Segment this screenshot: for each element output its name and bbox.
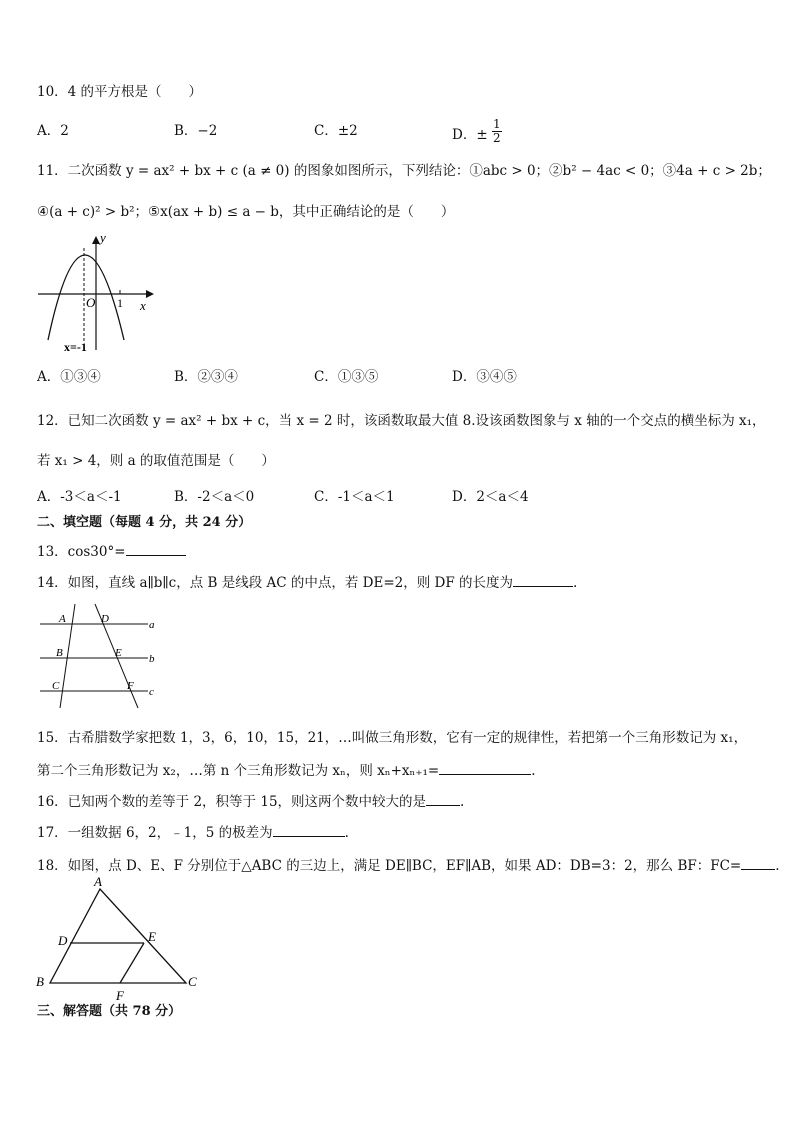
section3-heading: 三、解答题（共 78 分）: [37, 1004, 182, 1019]
q15-text: 第二个三角形数记为 x₂，…第 n 个三角形数记为 xₙ，则 xₙ+xₙ₊₁=: [37, 763, 440, 779]
q18-line: [37, 855, 780, 875]
q10-option-c: C．±2: [314, 123, 358, 139]
label-F: F: [127, 680, 134, 692]
q11-option-d: D．③④⑤: [452, 369, 517, 385]
q11-option-a: A．①③④: [37, 369, 101, 385]
q17-answer-blank[interactable]: [273, 822, 345, 837]
q15-end: .: [531, 763, 536, 779]
label-c: c: [149, 686, 154, 698]
q14-end: .: [573, 575, 578, 591]
q17-end: .: [344, 825, 349, 841]
q12-option-c: C．-1＜a＜1: [314, 489, 395, 505]
q14-text: 14．如图，直线 a∥b∥c，点 B 是线段 AC 的中点，若 DE=2，则 DF 的长度为: [37, 575, 513, 591]
q18-text: 18．如图，点 D、E、F 分别位于△ABC 的三边上，满足 DE∥BC，EF∥AB，如果 AD：DB=3：2，那么 BF：FC=: [37, 858, 742, 874]
triangle-abc: [50, 889, 186, 983]
q15-answer-blank[interactable]: [439, 760, 531, 775]
section2-heading: 二、填空题（每题 4 分，共 24 分）: [37, 515, 252, 530]
q10-option-d-fraction: [492, 118, 502, 145]
q12-line1: 12．已知二次函数 y = ax² + bx + c，当 x = 2 时，该函数取最大值 8.设该函数图象与 x 轴的一个交点的横坐标为 x₁，: [37, 413, 766, 429]
q12-option-b: B．-2＜a＜0: [174, 489, 255, 505]
q10-option-a: A．2: [37, 123, 69, 139]
fraction-numerator: 1: [492, 117, 501, 131]
label-A: A: [94, 874, 102, 889]
label-B: B: [56, 647, 63, 659]
q14-line: [37, 572, 577, 592]
q15-line1: 15．古希腊数学家把数 1，3，6，10，15，21，…叫做三角形数，它有一定的规律性，若把第一个三角形数记为 x₁，: [37, 730, 748, 746]
q13-text: 13．cos30°=: [37, 544, 126, 560]
q12-option-a: A．-3＜a＜-1: [37, 489, 122, 505]
tick-1-label: 1: [117, 296, 123, 310]
q12-option-d: D．2＜a＜4: [452, 489, 529, 505]
label-B: B: [36, 974, 44, 989]
label-D: D: [58, 933, 68, 948]
q17-text: 17．一组数据 6，2，﹣1，5 的极差为: [37, 825, 273, 841]
q10-option-d: [452, 117, 502, 149]
q13-line: [37, 541, 186, 561]
label-E: E: [148, 929, 156, 944]
q11-line1: 11．二次函数 y = ax² + bx + c (a ≠ 0) 的图象如图所示，下列结论：①abc > 0；②b² − 4ac < 0；③4a + c > 2b；: [37, 163, 771, 179]
q10-stem: 10．4 的平方根是（ ）: [37, 84, 203, 100]
q10-option-d-prefix: D．±: [452, 127, 488, 143]
q11-parabola-figure: [34, 230, 160, 356]
y-axis-arrow-icon: [92, 236, 100, 244]
q17-line: [37, 822, 349, 842]
q10-option-b: B．−2: [174, 123, 218, 139]
label-D: D: [101, 613, 109, 625]
origin-label: O: [86, 295, 96, 310]
q11-option-c: C．①③⑤: [314, 369, 379, 385]
x-label: x: [140, 298, 146, 313]
q16-end: .: [460, 794, 465, 810]
label-b: b: [149, 653, 155, 665]
label-E: E: [115, 647, 122, 659]
q11-line2: ④(a + c)² > b²；⑤x(ax + b) ≤ a − b，其中正确结论的是（ ）: [37, 204, 455, 220]
q15-line2: [37, 760, 536, 780]
q16-text: 16．已知两个数的差等于 2，积等于 15，则这两个数中较大的是: [37, 794, 427, 810]
q18-end: .: [775, 858, 780, 874]
x-axis-arrow-icon: [146, 290, 154, 298]
q18-answer-blank[interactable]: [741, 855, 775, 870]
symmetry-label: x=-1: [64, 340, 87, 354]
label-C: C: [188, 974, 197, 989]
fraction-denominator: 2: [492, 131, 501, 145]
q14-answer-blank[interactable]: [513, 572, 573, 587]
q18-triangle-figure: [34, 873, 204, 1005]
label-a: a: [149, 619, 155, 631]
label-C: C: [52, 680, 60, 692]
segment-ef: [120, 943, 144, 983]
q14-parallel-lines-figure: [38, 602, 168, 712]
q12-line2: 若 x₁ > 4，则 a 的取值范围是（ ）: [37, 453, 275, 469]
q11-option-b: B．②③④: [174, 369, 238, 385]
label-F: F: [116, 988, 124, 1003]
q16-answer-blank[interactable]: [426, 791, 460, 806]
q13-answer-blank[interactable]: [126, 541, 186, 556]
label-A: A: [59, 613, 66, 625]
y-label: y: [100, 230, 106, 245]
q16-line: [37, 791, 464, 811]
